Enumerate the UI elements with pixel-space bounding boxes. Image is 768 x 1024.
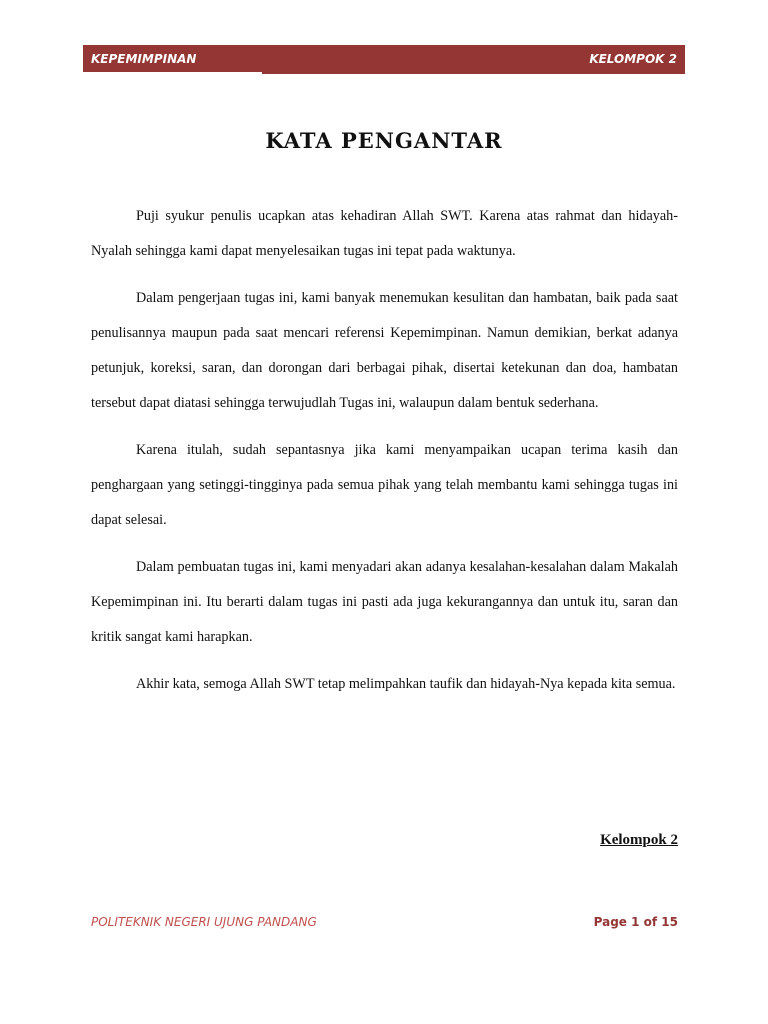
paragraph: Puji syukur penulis ucapkan atas kehadiran Allah SWT. Karena atas rahmat dan hidayah-Nyalah sehingga kami dapat menyelesaikan tugas ini tepat pada waktunya. [91, 208, 678, 259]
paragraph: Dalam pembuatan tugas ini, kami menyadari akan adanya kesalahan-kesalahan dalam Makalah Kepemimpinan ini. Itu berarti dalam tugas ini pasti ada juga kekurangannya dan untuk itu, saran dan kritik sangat kami harapkan. [91, 559, 678, 645]
footer-institution: POLITEKNIK NEGERI UJUNG PANDANG [91, 915, 317, 929]
header-right-label: KELOMPOK 2 [589, 51, 677, 66]
page-header-bar [83, 45, 685, 72]
footer-page-number: Page 1 of 15 [593, 915, 678, 929]
paragraph: Dalam pengerjaan tugas ini, kami banyak menemukan kesulitan dan hambatan, baik pada saat penulisannya maupun pada saat mencari referensi Kepemimpinan. Namun demikian, berkat adanya petunjuk, koreksi, saran, dan dorongan dari berbagai pihak, disertai ketekunan dan doa, hambatan tersebut dapat diatasi sehingga terwujudlah Tugas ini, walaupun dalam bentuk sederhana. [91, 290, 678, 411]
signature: Kelompok 2 [600, 832, 678, 848]
body-text [91, 199, 678, 714]
paragraph: Karena itulah, sudah sepantasnya jika kami menyampaikan ucapan terima kasih dan penghargaan yang setinggi-tingginya pada semua pihak yang telah membantu kami sehingga tugas ini dapat selesai. [91, 442, 678, 528]
page-title: KATA PENGANTAR [265, 128, 503, 153]
paragraph: Akhir kata, semoga Allah SWT tetap melimpahkan taufik dan hidayah-Nya kepada kita semua. [136, 676, 676, 692]
page-footer [91, 915, 678, 929]
header-rule [262, 72, 685, 74]
header-left-label: KEPEMIMPINAN [91, 51, 197, 66]
